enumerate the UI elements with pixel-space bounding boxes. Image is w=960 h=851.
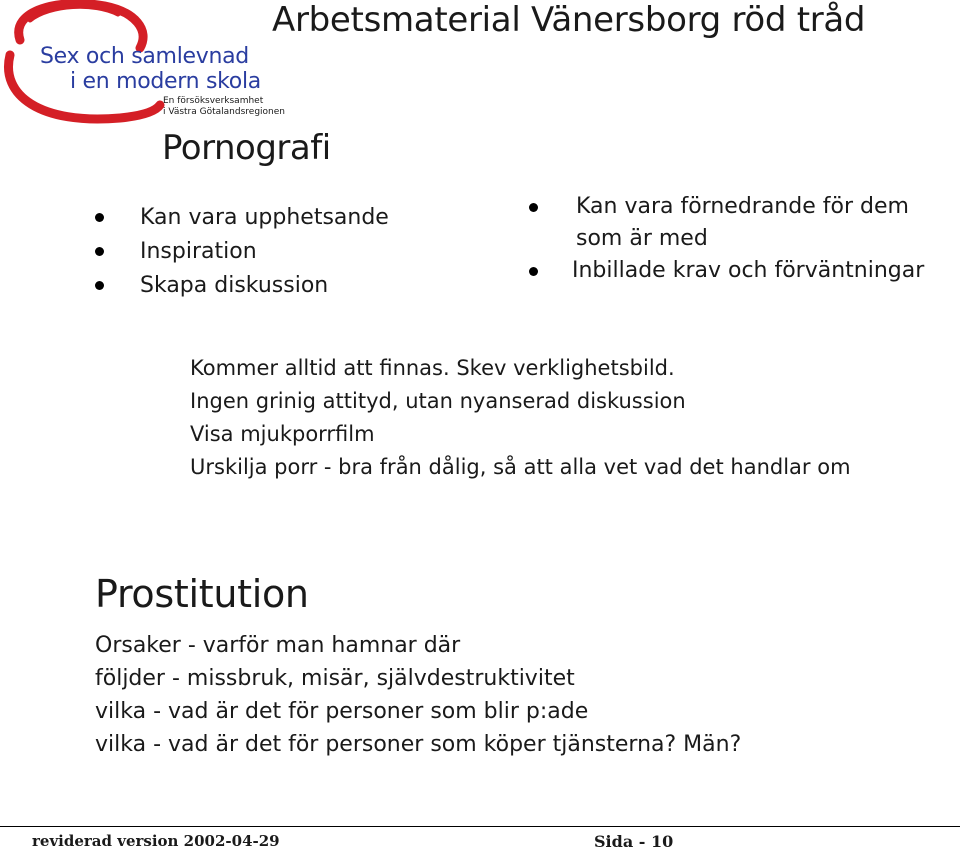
text-line: Orsaker - varför man hamnar där — [95, 633, 461, 658]
note-line: Kommer alltid att finnas. Skev verklighetsbild. — [190, 356, 675, 380]
page-title: Arbetsmaterial Vänersborg röd tråd — [272, 0, 866, 40]
list-item: Skapa diskussion — [95, 269, 389, 303]
section-heading-pornografi: Pornografi — [162, 128, 331, 168]
note-line: Visa mjukporrfilm — [190, 422, 375, 446]
text-line: följder - missbruk, misär, självdestruktivitet — [95, 666, 575, 691]
note-line: Ingen grinig attityd, utan nyanserad diskussion — [190, 389, 686, 413]
list-item: Inspiration — [95, 235, 389, 269]
list-item-line: Inbillade krav och förväntningar — [572, 258, 925, 283]
list-item: Kan vara upphetsande — [95, 201, 389, 235]
prostitution-lines — [95, 629, 741, 761]
list-item-line: som är med — [576, 226, 708, 251]
logo-text-line3: En försöksverksamhet — [163, 96, 264, 106]
list-item — [529, 191, 924, 255]
text-line: vilka - vad är det för personer som blir p:ade — [95, 699, 589, 724]
logo-text-line4: i Västra Götalandsregionen — [163, 107, 285, 117]
list-item — [529, 255, 924, 287]
section-heading-prostitution: Prostitution — [95, 572, 309, 616]
pornografi-cons-list — [529, 191, 924, 287]
note-line: Urskilja porr - bra från dålig, så att alla vet vad det handlar om — [190, 455, 851, 479]
logo-text-line1: Sex och samlevnad — [40, 44, 249, 69]
logo-text-line2: i en modern skola — [70, 69, 261, 94]
list-item-line: Kan vara förnedrande för dem — [576, 194, 909, 219]
pornografi-pros-list — [95, 201, 389, 303]
text-line: vilka - vad är det för personer som köper tjänsterna? Män? — [95, 732, 742, 757]
footer-version: reviderad version 2002-04-29 — [32, 832, 280, 850]
logo — [0, 0, 285, 135]
footer-divider — [0, 826, 960, 827]
footer-page-number: Sida - 10 — [594, 832, 674, 851]
pornografi-notes — [190, 352, 851, 484]
